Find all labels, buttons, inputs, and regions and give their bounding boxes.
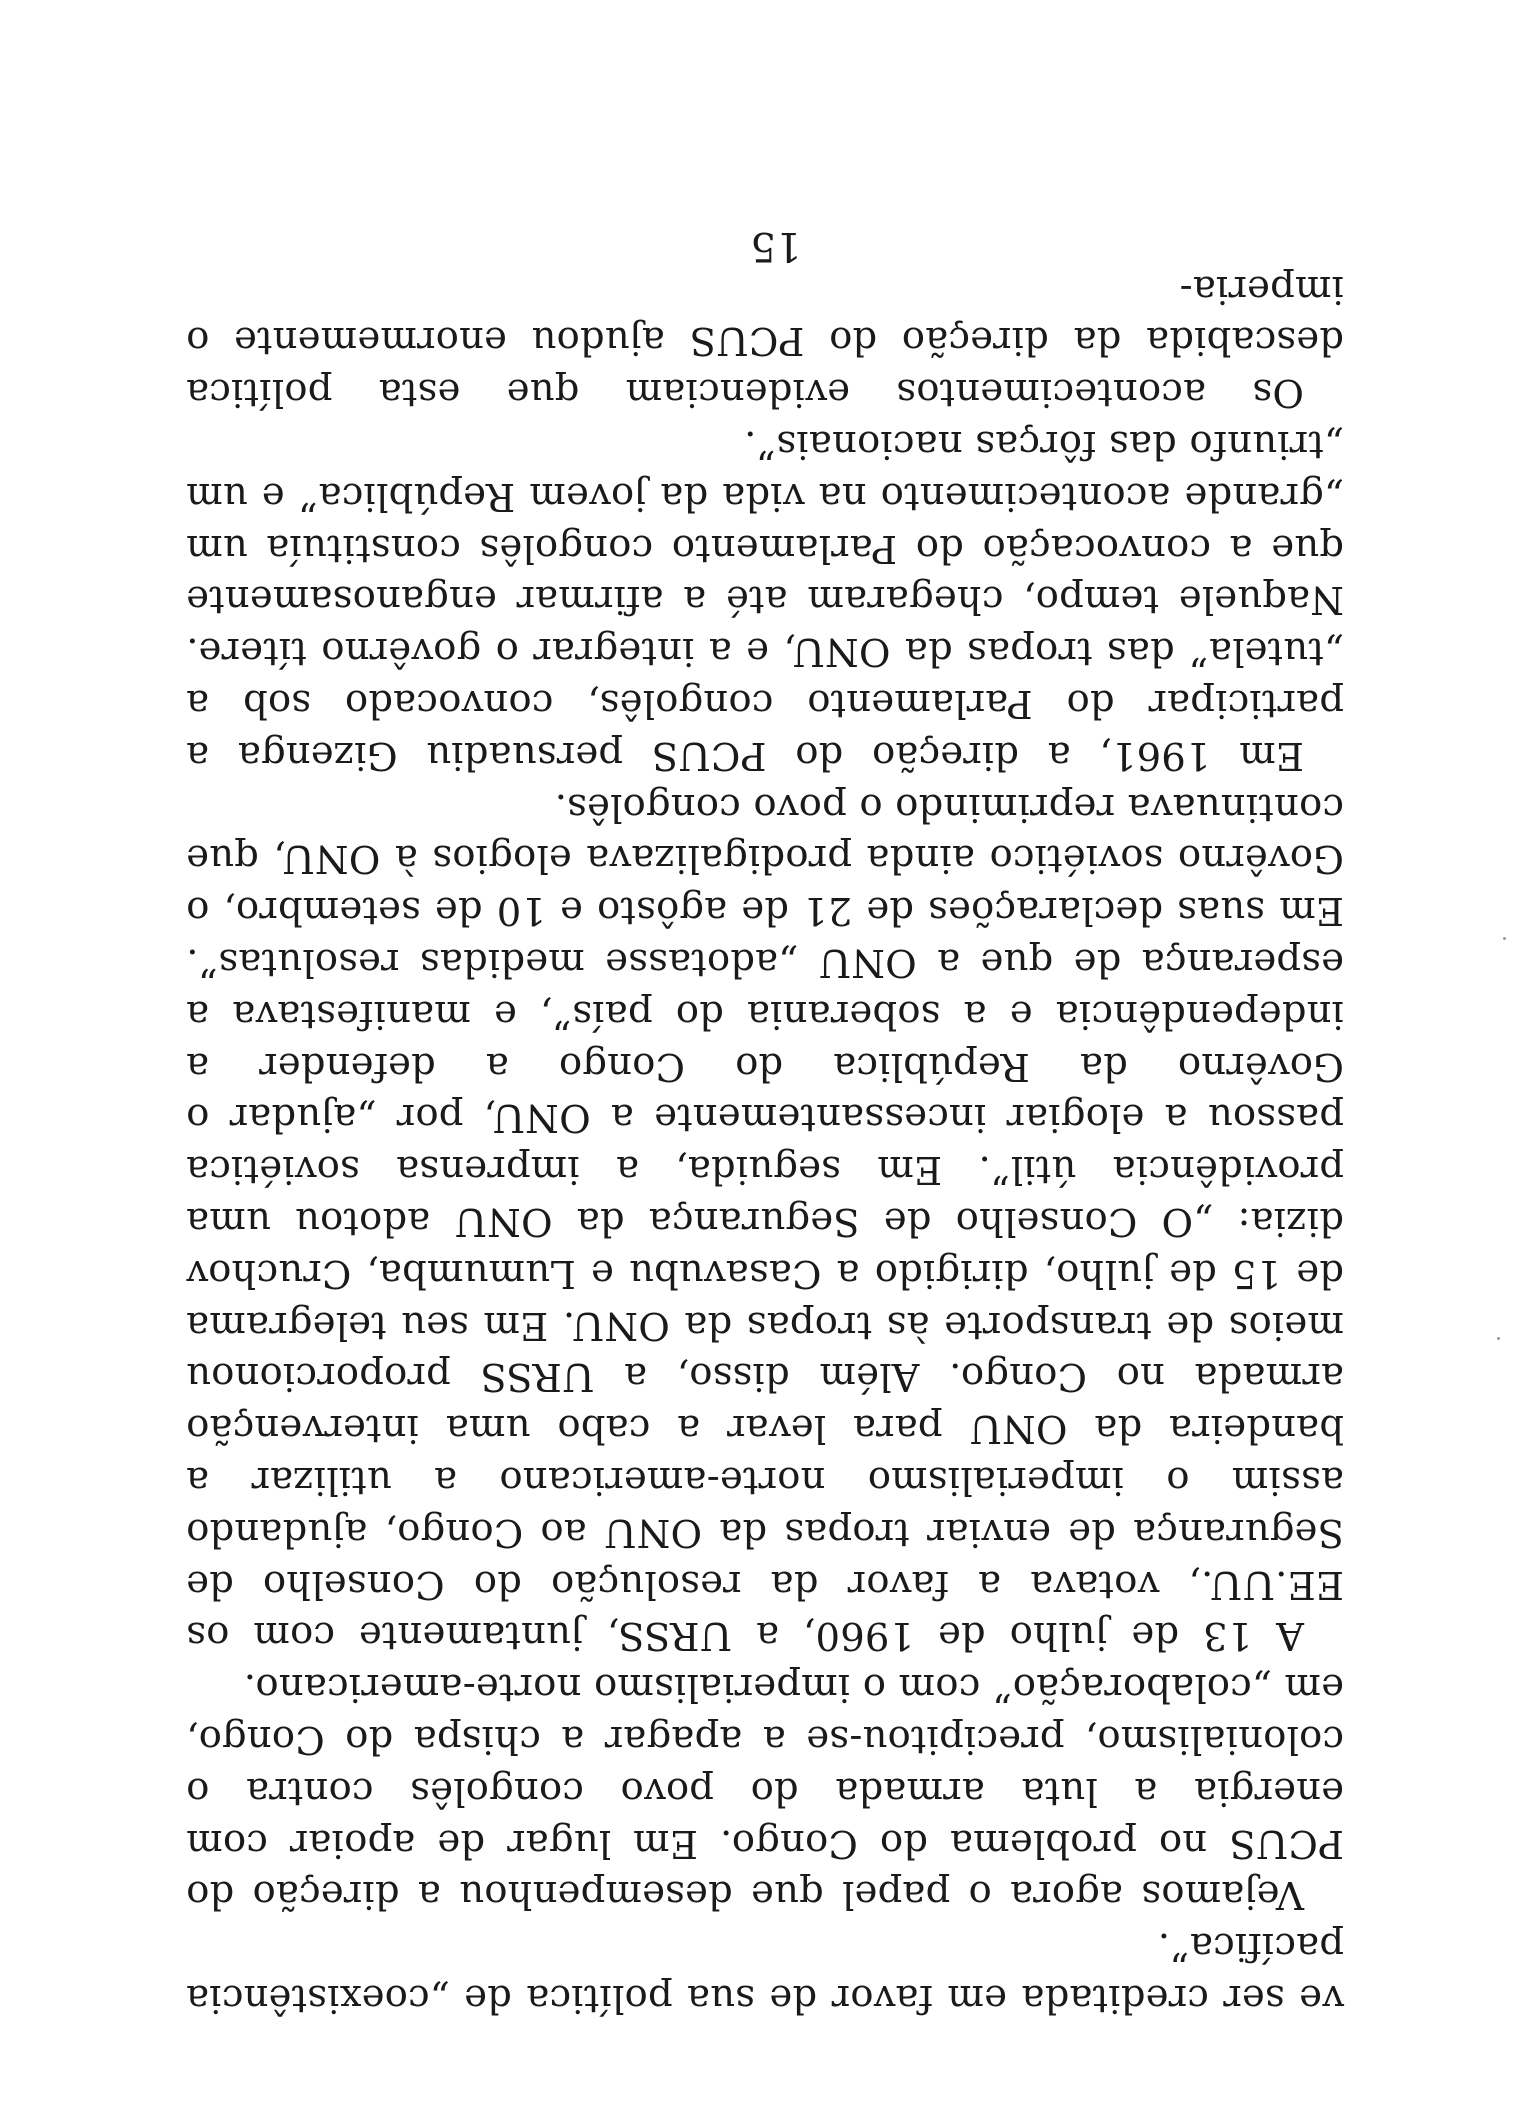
paragraph-5: Os acontecimentos evidenciam que esta política descabida da direção do PCUS ajudou enormemente o imperia- bbox=[186, 266, 1344, 416]
page-number: 15 bbox=[750, 223, 802, 269]
paragraph-3: A 13 de julho de 1960, a URSS, juntamente com os EE.UU., votava a favor da resolução do Conselho de Segurança de enviar tropas da ONU ao Congo, ajudando assim o imperialismo norte-americano a utilizar a bandeira da ONU para levar a cabo uma intervenção armada no Congo. Além disso, a URSS proporcionou meios de transporte às tropas da ONU. Em seu telegrama de 15 de julho, dirigido a Casavubu e Lumumba, Cruchov dizia: „O Conselho de Segurança da ONU adotou uma providência útil”. Em seguida, a imprensa soviética passou a elogiar incessantemente a ONU, por „ajudar o Govêrno da República do Congo a defender a independência e a soberania do país”, e manifestava a esperança de que a ONU „adotasse medidas resolutas”. Em suas declarações de 21 de agôsto e 10 de setembro, o Govêrno soviético ainda prodigalizava elogios à ONU, que continuava reprimindo o povo congolês. bbox=[186, 784, 1344, 1659]
paragraph-2: Vejamos agora o papel que desempenhou a direção do PCUS no problema do Congo. Em lugar de apoiar com energia a luta armada do povo congolês contra o colonialismo, precipitou-se a apagar a chispa do Congo, em „colaboração” com o imperialismo norte-americano. bbox=[186, 1665, 1344, 1918]
paragraph-4: Em 1961, a direção do PCUS persuadiu Gizenga a participar do Parlamento congolês, convocado sob a „tutela” das tropas da ONU, e a integrar o govêrno títere. Naquele tempo, chegaram até a afirmar enganosamente que a convocação do Parlamento congolês constituía um „grande acontecimento na vida da jovem República” e um „triunfo das fôrças nacionais”. bbox=[186, 422, 1344, 778]
scan-speck bbox=[1497, 1337, 1500, 1340]
paragraph-1: ve ser creditada em favor de sua política de „coexistência pacífica”. bbox=[186, 1924, 1344, 2021]
body-text bbox=[186, 263, 1344, 2024]
scan-speck bbox=[1503, 937, 1506, 940]
